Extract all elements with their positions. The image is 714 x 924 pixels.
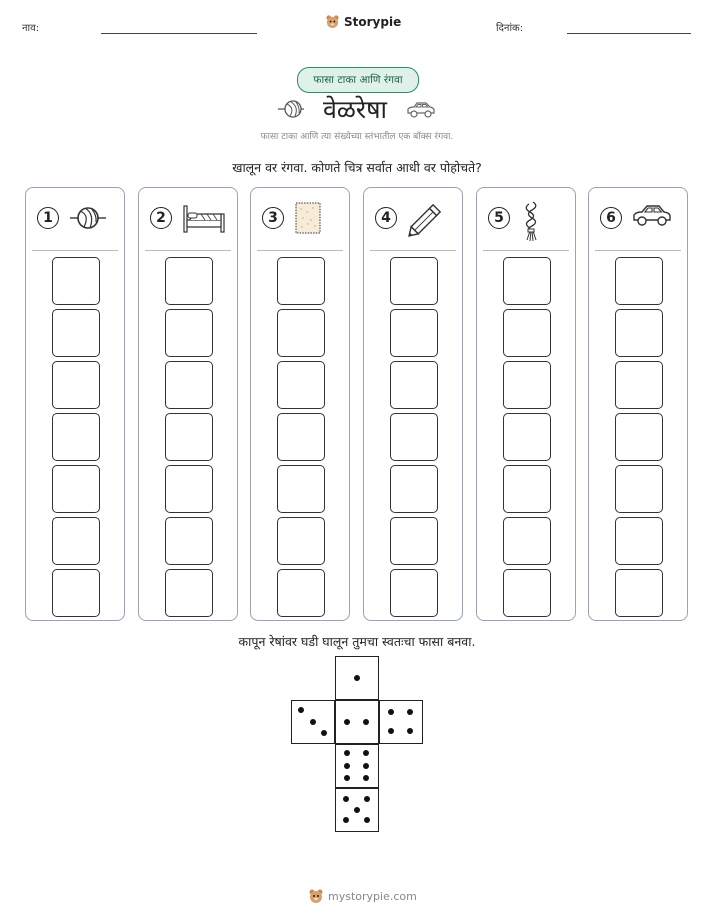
color-box[interactable] [503, 309, 551, 357]
color-box[interactable] [52, 361, 100, 409]
color-box[interactable] [52, 309, 100, 357]
color-box[interactable] [165, 569, 213, 617]
dice-pip [344, 763, 350, 769]
footer [308, 888, 417, 904]
column-3 [250, 187, 350, 621]
car-icon [631, 200, 673, 234]
column-divider [145, 250, 231, 251]
car-icon [405, 98, 437, 120]
dice-pip [388, 728, 394, 734]
color-box[interactable] [615, 413, 663, 461]
column-number: 1 [37, 207, 59, 229]
dice-pip [343, 796, 349, 802]
color-box[interactable] [165, 309, 213, 357]
dice-pip [344, 775, 350, 781]
column-divider [32, 250, 118, 251]
color-box[interactable] [390, 465, 438, 513]
color-box[interactable] [165, 361, 213, 409]
dice-face-5 [335, 788, 379, 832]
dice-face-6 [335, 744, 379, 788]
color-box[interactable] [390, 309, 438, 357]
color-box[interactable] [390, 361, 438, 409]
dice-face-2 [335, 700, 379, 744]
column-6 [588, 187, 688, 621]
date-label: दिनांक: [496, 23, 524, 34]
color-box[interactable] [165, 465, 213, 513]
paper-icon [293, 200, 323, 240]
color-box[interactable] [277, 569, 325, 617]
dice-pip [354, 807, 360, 813]
color-box[interactable] [390, 569, 438, 617]
dice-pip [407, 709, 413, 715]
color-box[interactable] [52, 257, 100, 305]
subtitle: फासा टाका आणि त्या संख्येच्या स्तंभातील एक बॉक्स रंगवा. [260, 132, 454, 142]
color-box[interactable] [390, 257, 438, 305]
dice-pip [343, 817, 349, 823]
column-divider [257, 250, 343, 251]
dice-pip [354, 675, 360, 681]
column-number: 5 [488, 207, 510, 229]
dice-pip [363, 763, 369, 769]
dice-face-4 [379, 700, 423, 744]
color-box[interactable] [165, 257, 213, 305]
column-number: 4 [375, 207, 397, 229]
dice-pip [321, 730, 327, 736]
column-5 [476, 187, 576, 621]
color-box[interactable] [52, 517, 100, 565]
dice-pip [363, 775, 369, 781]
color-box[interactable] [615, 569, 663, 617]
activity-badge: फासा टाका आणि रंगवा [297, 67, 419, 93]
column-4 [363, 187, 463, 621]
footer-url[interactable]: mystorypie.com [328, 889, 417, 903]
dice-face-3 [291, 700, 335, 744]
color-box[interactable] [503, 257, 551, 305]
name-line [101, 33, 257, 34]
dice-pip [388, 709, 394, 715]
yarn-ball-icon [277, 98, 305, 120]
dice-pip [364, 796, 370, 802]
color-box[interactable] [165, 413, 213, 461]
color-box[interactable] [52, 413, 100, 461]
color-box[interactable] [390, 413, 438, 461]
dice-pip [344, 750, 350, 756]
column-number: 2 [150, 207, 172, 229]
column-divider [595, 250, 681, 251]
color-box[interactable] [503, 569, 551, 617]
page-title: वेळरेषा [322, 95, 388, 124]
dice-pip [363, 719, 369, 725]
dice-pip [407, 728, 413, 734]
color-box[interactable] [52, 465, 100, 513]
color-box[interactable] [277, 361, 325, 409]
column-number: 6 [600, 207, 622, 229]
column-divider [370, 250, 456, 251]
column-1 [25, 187, 125, 621]
title-row [0, 92, 714, 126]
color-box[interactable] [52, 569, 100, 617]
storypie-mascot-icon [308, 888, 324, 904]
logo [325, 14, 401, 29]
storypie-mascot-icon [325, 14, 340, 29]
yarn-ball-icon [68, 200, 108, 240]
color-box[interactable] [615, 309, 663, 357]
color-box[interactable] [503, 413, 551, 461]
braid-icon [519, 200, 545, 246]
dice-pip [298, 707, 304, 713]
pencil-icon [406, 200, 446, 242]
color-box[interactable] [615, 361, 663, 409]
color-box[interactable] [390, 517, 438, 565]
color-box[interactable] [615, 465, 663, 513]
bed-icon [181, 200, 227, 240]
dice-pip [310, 719, 316, 725]
dice-face-1 [335, 656, 379, 700]
color-box[interactable] [503, 361, 551, 409]
dice-instruction: कापून रेषांवर घडी घालून तुमचा स्वतःचा फासा बनवा. [238, 634, 476, 649]
color-box[interactable] [277, 465, 325, 513]
dice-pip [364, 817, 370, 823]
date-line [567, 33, 691, 34]
column-divider [483, 250, 569, 251]
column-2 [138, 187, 238, 621]
name-label: नाव: [22, 23, 40, 34]
dice-pip [344, 719, 350, 725]
color-box[interactable] [615, 257, 663, 305]
instruction: खालून वर रंगवा. कोणते चित्र सर्वात आधी वर पोहोचते? [232, 160, 482, 175]
color-box[interactable] [503, 465, 551, 513]
logo-text: Storypie [344, 14, 402, 29]
color-box[interactable] [277, 257, 325, 305]
dice-pip [363, 750, 369, 756]
column-number: 3 [262, 207, 284, 229]
color-box[interactable] [615, 517, 663, 565]
color-box[interactable] [165, 517, 213, 565]
color-box[interactable] [277, 413, 325, 461]
color-box[interactable] [277, 309, 325, 357]
color-box[interactable] [503, 517, 551, 565]
color-box[interactable] [277, 517, 325, 565]
